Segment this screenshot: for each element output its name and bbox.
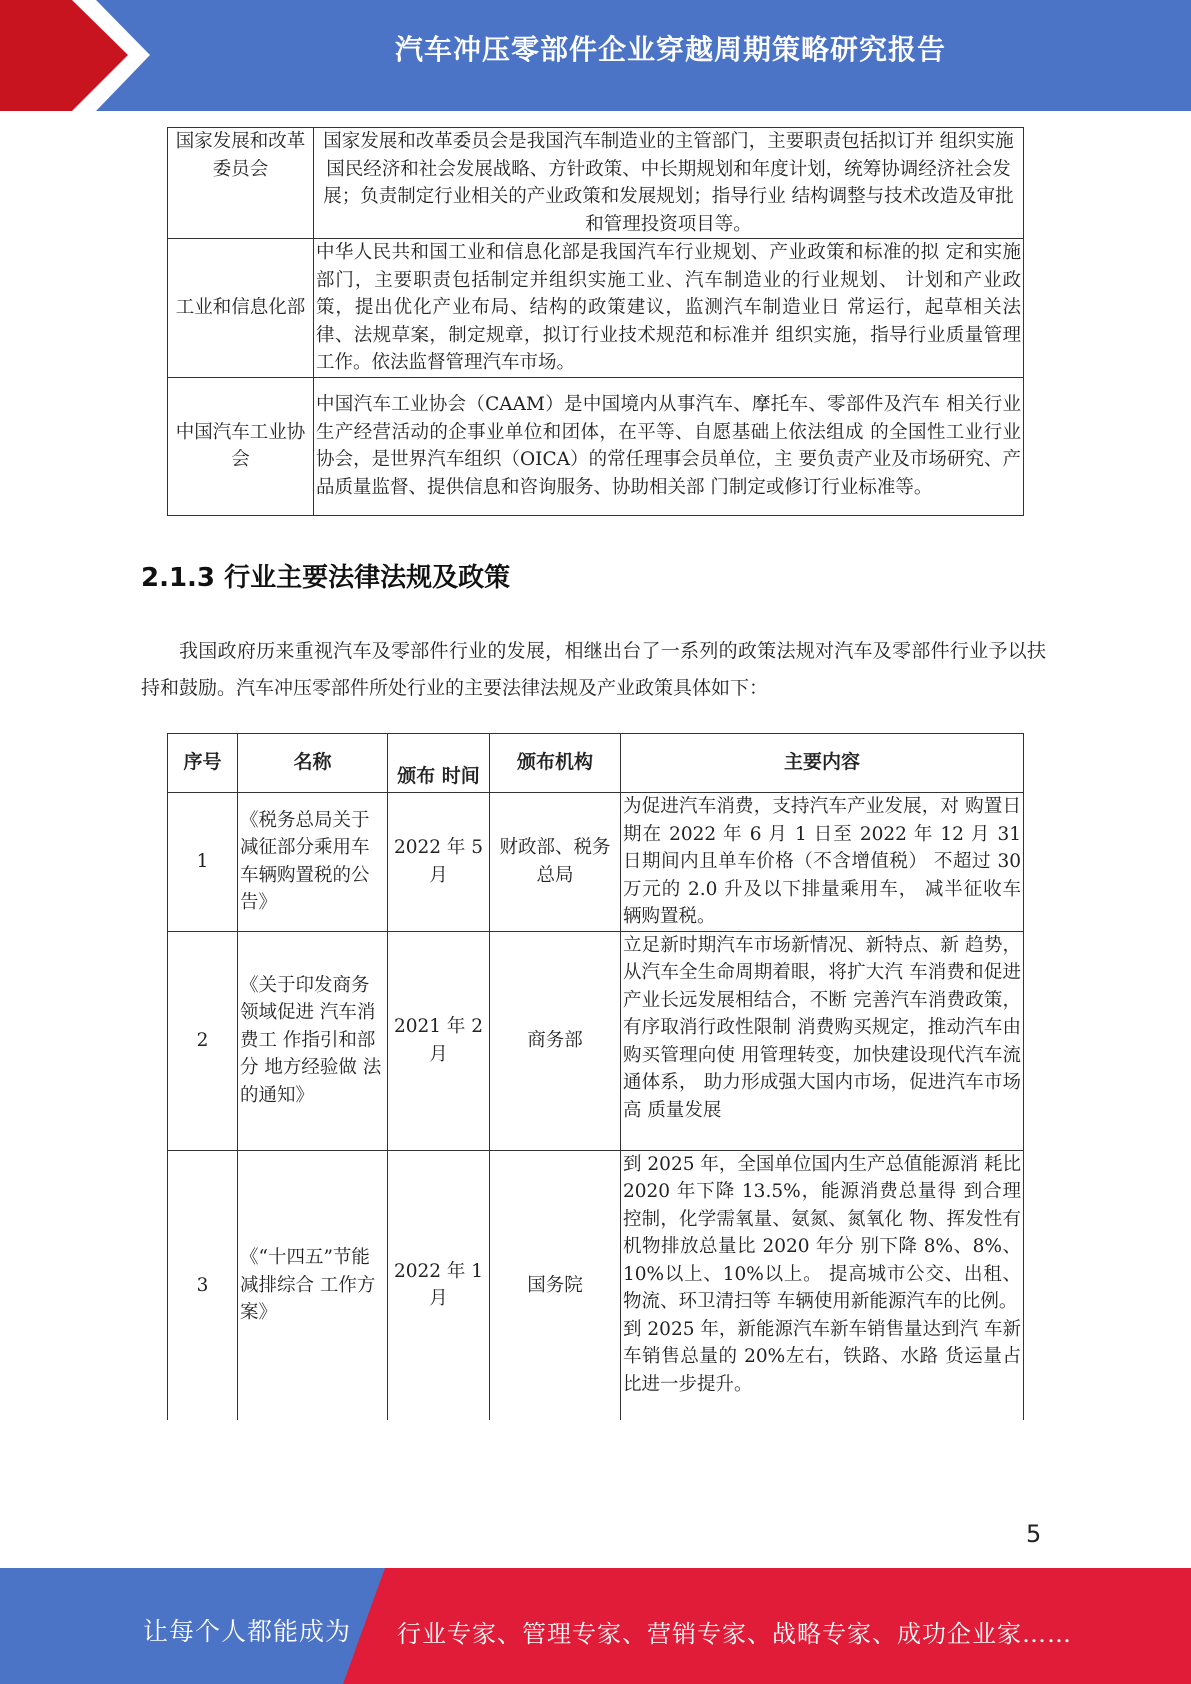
- policy-table: [167, 733, 1024, 1420]
- page-number: 5: [1026, 1520, 1042, 1548]
- policy-content: [621, 1150, 1024, 1420]
- authority-description: 中华人民共和国工业和信息化部是我国汽车行业规划、产业政策和标准的拟 定和实施部门，主要职责包括制定并组织实施工业、汽车制造业的行业规划、 计划和产业政策，提出优化产业布局、结构的政策建议，监测汽车制造业日 常运行，起草相关法律、法规草案，制定规章，拟订行业技术规范和标准并 组织实施，指导行业质量管理工作。依法监督管理汽车市场。: [314, 239, 1024, 378]
- issuing-authority: 财政部、税务总局: [490, 793, 621, 932]
- footer-slogan-left: 让每个人都能成为: [143, 1617, 352, 1646]
- table-row: [168, 1150, 1024, 1420]
- column-header-content: 主要内容: [621, 734, 1024, 793]
- policy-name: 《税务总局关于减征部分乘用车车辆购置税的公告》: [238, 793, 388, 932]
- report-title: 汽车冲压零部件企业穿越周期策略研究报告: [394, 33, 946, 66]
- issue-time: 2021 年 2 月: [388, 931, 490, 1150]
- table-row: [168, 793, 1024, 932]
- policy-content-paragraph: 到 2025 年，新能源汽车新车销售量达到汽 车新车销售总量的 20%左右，铁路、水路 货运量占比进一步提升。: [623, 1318, 1021, 1395]
- row-number: 3: [168, 1150, 238, 1420]
- policy-content-paragraph: 到 2025 年，全国单位国内生产总值能源消 耗比 2020 年下降 13.5%，能源消费总量得 到合理控制，化学需氧量、氨氮、氮氧化 物、挥发性有机物排放总量比 2020 年分 别下降 8%、8%、10%以上、10%以上。 提高城市公交、出租、物流、环卫清扫等 车辆使用新能源汽车的比例。: [623, 1153, 1021, 1312]
- policy-content: 立足新时期汽车市场新情况、新特点、新 趋势，从汽车全生命周期着眼，将扩大汽 车消费和促进产业长远发展相结合，不断 完善汽车消费政策，有序取消行政性限制 消费购买规定，推动汽车由购买管理向使 用管理转变，加快建设现代汽车流通体系， 助力形成强大国内市场，促进汽车市场高 质量发展: [621, 931, 1024, 1150]
- issuing-authority: 商务部: [490, 931, 621, 1150]
- table-row: [168, 377, 1024, 515]
- authority-description: 中国汽车工业协会（CAAM）是中国境内从事汽车、摩托车、零部件及汽车 相关行业生产经营活动的企事业单位和团体，在平等、自愿基础上依法组成 的全国性工业行业协会，是世界汽车组织（OICA）的常任理事会员单位，主 要负责产业及市场研究、产品质量监督、提供信息和咨询服务、协助相关部 门制定或修订行业标准等。: [314, 377, 1024, 515]
- issue-time: 2022 年 5 月: [388, 793, 490, 932]
- policy-name: 《“十四五”节能减排综合 工作方案》: [238, 1150, 388, 1420]
- column-header-org: 颁布机构: [490, 734, 621, 793]
- table-row: [168, 931, 1024, 1150]
- table-row: [168, 239, 1024, 378]
- footer-slogan-right: 行业专家、管理专家、营销专家、战略专家、成功企业家……: [397, 1620, 1072, 1648]
- column-header-no: 序号: [168, 734, 238, 793]
- table-row: [168, 128, 1024, 239]
- authority-name: 国家发展和改革委员会: [168, 128, 314, 239]
- policy-name: 《关于印发商务领域促进 汽车消费工 作指引和部分 地方经验做 法的通知》: [238, 931, 388, 1150]
- policy-content: 为促进汽车消费，支持汽车产业发展，对 购置日期在 2022 年 6 月 1 日至 2022 年 12 月 31 日期间内且单车价格（不含增值税） 不超过 30 万元的 2.0 升及以下排量乘用车， 减半征收车辆购置税。: [621, 793, 1024, 932]
- authority-name: 工业和信息化部: [168, 239, 314, 378]
- issue-time: 2022 年 1 月: [388, 1150, 490, 1420]
- authority-description: 国家发展和改革委员会是我国汽车制造业的主管部门，主要职责包括拟订并 组织实施国民经济和社会发展战略、方针政策、中长期规划和年度计划，统筹协调经济社会发展；负责制定行业相关的产业政策和发展规划；指导行业 结构调整与技术改造及审批和管理投资项目等。: [314, 128, 1024, 239]
- issuing-authority: 国务院: [490, 1150, 621, 1420]
- column-header-name: 名称: [238, 734, 388, 793]
- section-intro-paragraph: 我国政府历来重视汽车及零部件行业的发展，相继出台了一系列的政策法规对汽车及零部件行业予以扶持和鼓励。汽车冲压零部件所处行业的主要法律法规及产业政策具体如下：: [141, 640, 1046, 699]
- header-red-arrow-icon: [0, 0, 150, 111]
- section-heading: 2.1.3 行业主要法律法规及政策: [141, 563, 511, 593]
- table-header-row: [168, 734, 1024, 793]
- authority-name: 中国汽车工业协会: [168, 377, 314, 515]
- regulatory-authorities-table: [167, 127, 1024, 516]
- row-number: 1: [168, 793, 238, 932]
- row-number: 2: [168, 931, 238, 1150]
- page-header: [0, 0, 1191, 111]
- column-header-time: 颁布 时间: [388, 734, 490, 793]
